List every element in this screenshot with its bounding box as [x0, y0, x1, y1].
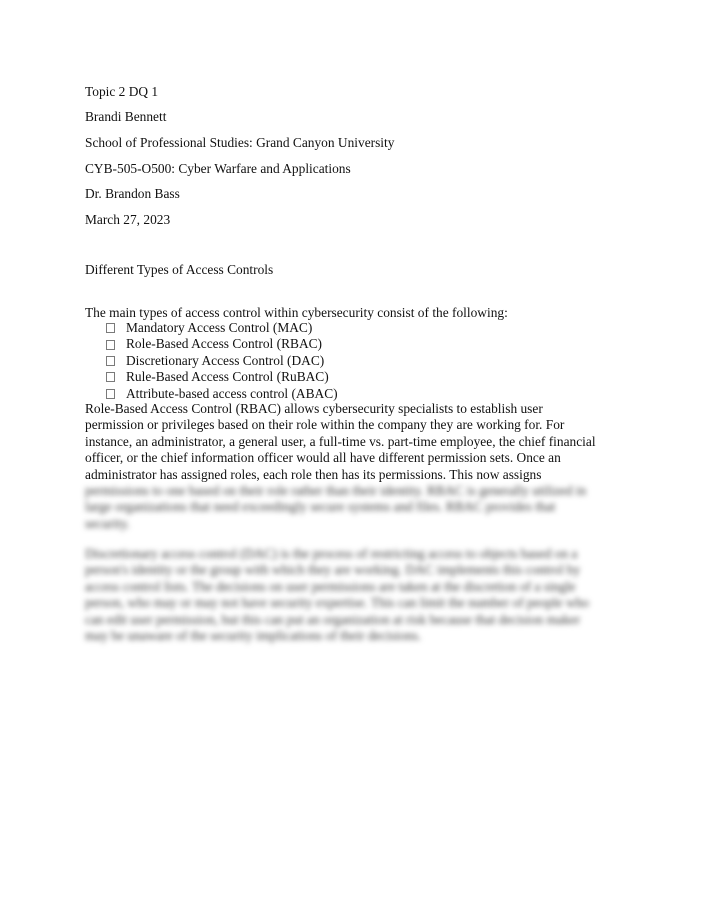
assignment-title: Topic 2 DQ 1 [85, 84, 159, 99]
blurred-paragraph-line: can edit user permission, but this can put an organization at risk because that decision maker [85, 611, 581, 627]
list-item [106, 320, 338, 336]
author-name: Brandi Bennett [85, 109, 167, 124]
blurred-paragraph-line: access control lists. The decisions on user permissions are taken at the discretion of a single [85, 578, 576, 594]
list-item-label: Discretionary Access Control (DAC) [126, 352, 325, 368]
blurred-paragraph-line: permissions to one based on their role rather than their identity. RBAC is generally utilized in [85, 483, 587, 499]
intro-sentence: The main types of access control within cybersecurity consist of the following: [85, 305, 508, 320]
checkbox-bullet-icon [106, 372, 115, 382]
blurred-paragraph-line: person's identity or the group with which they are working. DAC implements this control by [85, 562, 581, 578]
access-control-type-list [106, 320, 338, 402]
rbac-paragraph [85, 401, 633, 532]
paragraph-line: permission or privileges based on their role within the company they are working for. For [85, 417, 565, 433]
instructor-name: Dr. Brandon Bass [85, 186, 180, 201]
blurred-paragraph-line: large organizations that need exceedingly secure systems and files. RBAC provides that [85, 499, 556, 515]
checkbox-bullet-icon [106, 340, 115, 350]
list-item [106, 336, 338, 352]
paragraph-line: officer, or the chief information officer would all have different permission sets. Once an [85, 450, 561, 466]
blurred-paragraph-line: Discretionary access control (DAC) is the process of restricting access to objects based on a [85, 546, 578, 561]
school-name: School of Professional Studies: Grand Canyon University [85, 135, 395, 150]
list-item [106, 369, 338, 385]
paragraph-line: instance, an administrator, a general user, a full-time vs. part-time employee, the chief financial [85, 433, 596, 449]
list-item-label: Role-Based Access Control (RBAC) [126, 336, 323, 352]
blurred-paragraph-line: security. [85, 515, 130, 531]
list-item [106, 353, 338, 369]
dac-paragraph [85, 546, 633, 644]
list-item [106, 386, 338, 402]
submission-date: March 27, 2023 [85, 212, 171, 227]
checkbox-bullet-icon [106, 323, 115, 333]
checkbox-bullet-icon [106, 356, 115, 366]
list-item-label: Rule-Based Access Control (RuBAC) [126, 369, 329, 385]
course-name: CYB-505-O500: Cyber Warfare and Applications [85, 161, 351, 176]
blurred-paragraph-line: person, who may or may not have security expertise. This can limit the number of people who [85, 595, 590, 611]
list-item-label: Attribute-based access control (ABAC) [126, 385, 338, 401]
paragraph-line: administrator has assigned roles, each role then has its permissions. This now assigns [85, 466, 542, 482]
section-heading: Different Types of Access Controls [85, 262, 274, 277]
blurred-paragraph-line: may be unaware of the security implications of their decisions. [85, 628, 422, 644]
paragraph-line: Role-Based Access Control (RBAC) allows cybersecurity specialists to establish user [85, 401, 543, 416]
checkbox-bullet-icon [106, 389, 115, 399]
list-item-label: Mandatory Access Control (MAC) [126, 320, 313, 335]
